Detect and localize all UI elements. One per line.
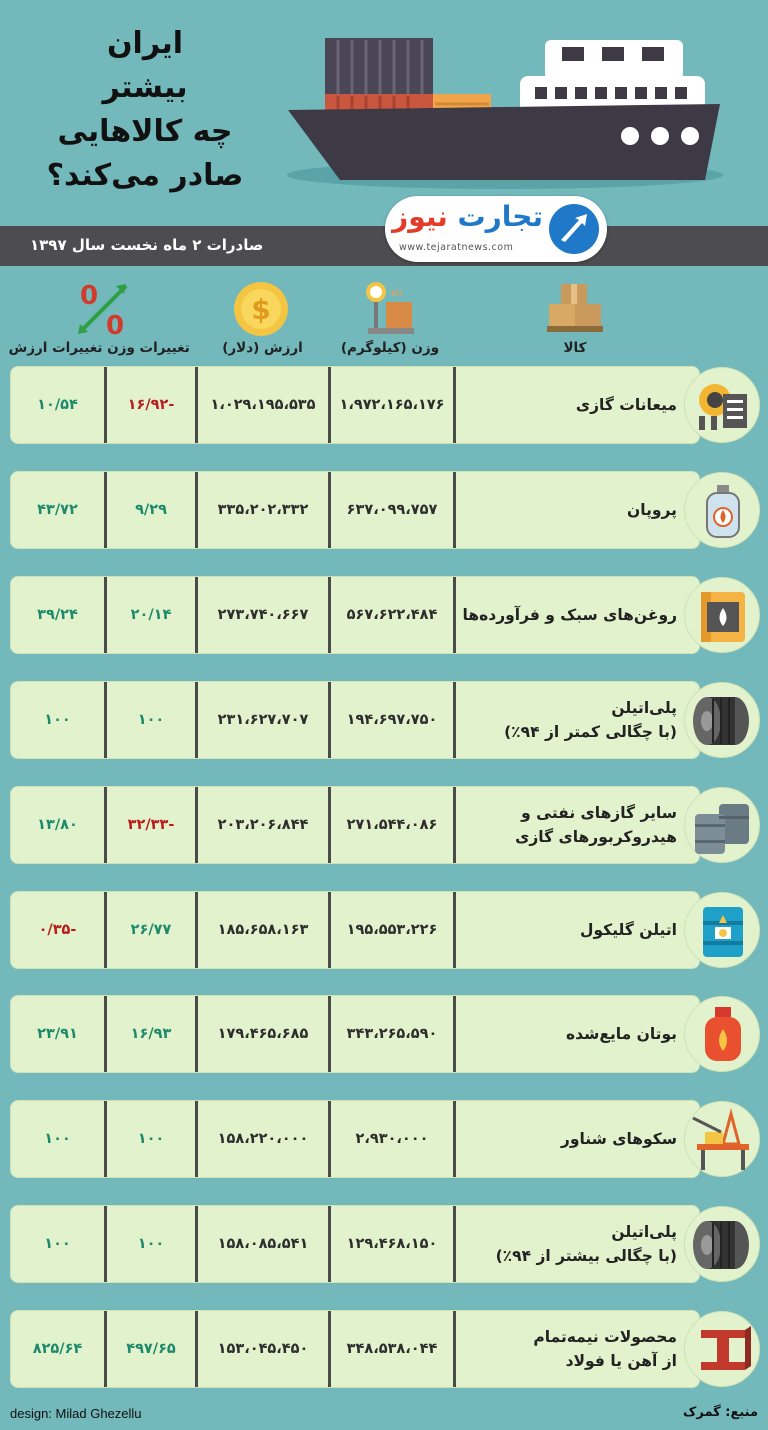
table-row [10,995,700,1073]
svg-text:0: 0 [106,311,125,340]
column-divider [453,1311,456,1387]
value-change-cell: ۳۹/۲۴ [37,607,78,623]
value-change-cell: ۱۰۰ [44,1236,71,1252]
goods-name-cell: اتیلن گلیکول [580,921,677,939]
column-divider [453,472,456,548]
goods-icon-badge [684,1311,760,1387]
designer-credit: design: Milad Ghezellu [10,1406,142,1421]
goods-icon-badge [684,787,760,863]
weight-change-cell: ۲۰/۱۴ [130,607,172,623]
weight-cell: ۱۲۹،۴۶۸،۱۵۰ [346,1236,438,1252]
weight-scale-icon [360,278,420,338]
column-divider [453,892,456,968]
goods-name-cell: بوتان مایع‌شده [566,1025,677,1043]
goods-icon-badge [684,1101,760,1177]
table-row [10,681,700,759]
value-change-cell: ۱۰۰ [44,712,71,728]
value-change-cell: -۰/۳۵ [38,922,77,938]
cargo-ship-illustration [280,30,730,195]
goods-icon-badge [684,1206,760,1282]
weight-cell: ۱۹۴،۶۹۷،۷۵۰ [346,712,438,728]
value-cell: ۱۸۵،۶۵۸،۱۶۳ [217,922,309,938]
barrels-icon [691,796,755,856]
value-change-cell: ۱۳/۸۰ [37,817,78,833]
value-cell: ۲۳۱،۶۲۷،۷۰۷ [217,712,309,728]
value-cell: ۱۵۸،۲۲۰،۰۰۰ [217,1131,309,1147]
svg-text:0: 0 [80,281,99,311]
goods-name-cell: پروپان [627,501,677,519]
column-divider [453,1206,456,1282]
weight-change-cell: ۹/۲۹ [135,502,167,518]
column-divider [453,787,456,863]
weight-change-cell: ۱۰۰ [137,1236,165,1252]
value-cell: ۲۷۳،۷۴۰،۶۶۷ [217,607,309,623]
column-header-value-change: تغییرات ارزش [8,340,103,356]
column-header-goods: کالا [563,340,587,356]
gas-cylinder-icon [691,481,755,541]
value-cell: ۲۰۳،۲۰۶،۸۴۴ [217,817,309,833]
table-row [10,786,700,864]
goods-name-cell: محصولات نیمه‌تمام از آهن یا فولاد [533,1328,677,1370]
weight-change-cell: ۱۶/۹۳ [130,1026,172,1042]
logo-name: تجارت نیوز [392,200,543,233]
gas-condensate-icon [691,376,755,436]
weight-change-cell: -۳۲/۳۳ [127,817,175,833]
source-note: منبع: گمرک [683,1405,758,1420]
boxes-icon [545,278,605,338]
oil-platform-icon [691,1110,755,1170]
weight-change-cell: ۴۹۷/۶۵ [126,1341,176,1357]
weight-cell: ۵۶۷،۶۲۲،۴۸۴ [346,607,438,623]
value-cell: ۱،۰۲۹،۱۹۵،۵۳۵ [210,397,316,413]
goods-icon-badge [684,367,760,443]
cable-reel-icon [691,1215,755,1275]
value-change-cell: ۸۲۵/۶۴ [32,1341,83,1357]
value-cell: ۳۳۵،۲۰۲،۳۳۲ [217,502,309,518]
column-divider [453,367,456,443]
chemical-drum-icon [691,901,755,961]
value-change-cell: ۱۰/۵۴ [37,397,78,413]
column-divider [453,577,456,653]
weight-change-cell: ۱۰۰ [137,712,165,728]
weight-cell: ۱،۹۷۲،۱۶۵،۱۷۶ [339,397,445,413]
value-cell: ۱۵۳،۰۴۵،۴۵۰ [217,1341,309,1357]
column-divider [453,682,456,758]
weight-cell: ۳۴۸،۵۳۸،۰۴۴ [346,1341,438,1357]
column-header-value: ارزش (دلار) [222,340,303,356]
title-line: چه کالاهایی [57,114,233,149]
title-line: صادر می‌کند؟ [46,158,244,193]
column-divider [453,1101,456,1177]
title-line: ایران [106,26,184,61]
table-row [10,471,700,549]
goods-icon-badge [684,577,760,653]
goods-name-cell: سایر گازهای نفتی و هیدروکربورهای گازی [515,804,677,846]
value-cell: ۱۷۹،۴۶۵،۶۸۵ [217,1026,309,1042]
logo-arrow-icon [549,204,599,254]
dollar-coin-icon [232,280,290,338]
goods-icon-badge [684,996,760,1072]
percent-change-icon [72,278,134,340]
svg-text:$: $ [251,293,271,326]
table-row [10,891,700,969]
weight-cell: ۳۴۳،۲۶۵،۵۹۰ [346,1026,438,1042]
goods-name-cell: پلی‌اتیلن (با چگالی کمتر از ۹۴٪) [504,699,677,741]
goods-name-cell: روغن‌های سبک و فرآورده‌ها [462,606,677,624]
table-row [10,1205,700,1283]
value-cell: ۱۵۸،۰۸۵،۵۴۱ [217,1236,309,1252]
weight-cell: ۲۷۱،۵۴۴،۰۸۶ [346,817,438,833]
subtitle: صادرات ۲ ماه نخست سال ۱۳۹۷ [30,236,264,254]
weight-cell: ۶۳۷،۰۹۹،۷۵۷ [346,502,438,518]
title-line: بیشتر [102,70,188,105]
tejaratnews-logo[interactable] [385,196,607,262]
table-row [10,1310,700,1388]
value-change-cell: ۲۳/۹۱ [37,1026,78,1042]
column-header-weight-change: تغییرات وزن [107,340,190,356]
oil-barrel-icon [691,586,755,646]
goods-name-cell: پلی‌اتیلن (با چگالی بیشتر از ۹۴٪) [495,1223,677,1265]
table-row [10,1100,700,1178]
goods-name-cell: میعانات گازی [575,396,677,414]
value-change-cell: ۴۳/۷۲ [37,502,78,518]
steel-beam-icon [691,1320,755,1380]
goods-icon-badge [684,472,760,548]
goods-name-cell: سکوهای شناور [560,1130,677,1148]
table-row [10,576,700,654]
weight-cell: ۱۹۵،۵۵۳،۲۲۶ [346,922,438,938]
table-row [10,366,700,444]
goods-icon-badge [684,682,760,758]
weight-change-cell: ۱۰۰ [137,1131,165,1147]
goods-icon-badge [684,892,760,968]
value-change-cell: ۱۰۰ [44,1131,71,1147]
weight-change-cell: ۲۶/۷۷ [130,922,172,938]
svg-text:KG: KG [391,289,403,298]
weight-change-cell: -۱۶/۹۲ [127,397,175,413]
logo-url: www.tejaratnews.com [399,242,514,253]
weight-cell: ۲،۹۳۰،۰۰۰ [355,1131,429,1147]
column-header-weight: وزن (کیلوگرم) [340,340,440,356]
column-divider [453,996,456,1072]
infographic-title [20,22,270,198]
butane-tank-icon [691,1005,755,1065]
cable-reel-icon [691,691,755,751]
